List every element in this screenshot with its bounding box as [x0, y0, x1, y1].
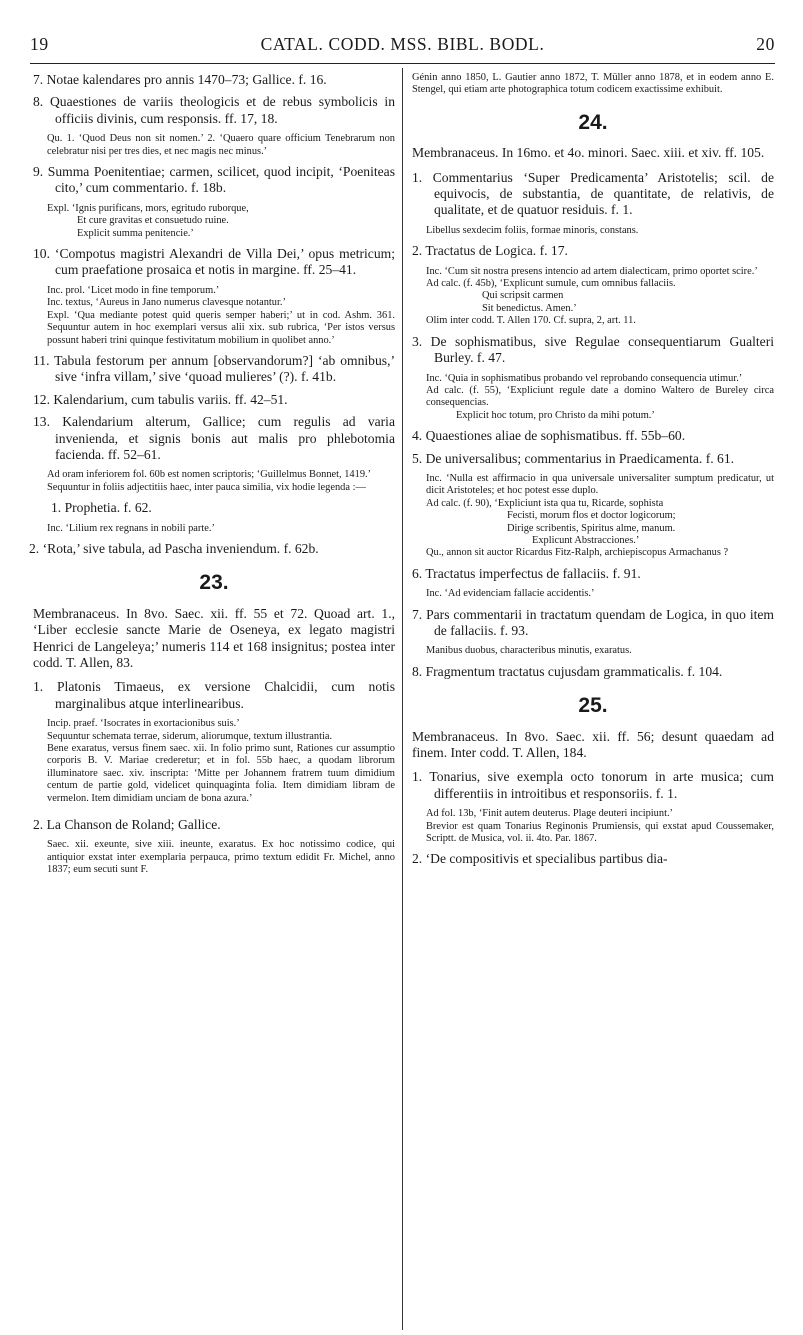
article-24-5-note-line: Fecisti, morum flos et doctor logicorum; [507, 510, 676, 522]
left-column [29, 72, 395, 883]
entry-9-note-line: Et cure gravitas et consuetudo ruine. [77, 215, 229, 227]
description-25: Membranaceus. In 8vo. Saec. xii. ff. 56; desunt quaedam ad finem. Inter codd. T. Allen, 184. [412, 728, 774, 761]
entry-9-note-line: Explicit summa penitencie.’ [77, 227, 194, 239]
sub-entry-1-note [33, 523, 395, 535]
article-23-1: 1. Platonis Timaeus, ex versione Chalcidii, cum notis marginalibus atque interlinearibus. [33, 679, 395, 711]
entry-8: 8. Quaestiones de variis theologicis et de rebus symbolicis in officiis divinis, cum responsis. ff. 17, 18. [33, 94, 395, 126]
article-24-5-note [412, 473, 774, 560]
article-24-2: 2. Tractatus de Logica. f. 17. [412, 243, 568, 259]
article-25-2: 2. ‘De compositivis et specialibus partibus dia- [412, 851, 668, 867]
page-number-right: 20 [756, 34, 775, 54]
article-23-1-note-line: Incip. praef. ‘Isocrates in exortacionibus suis.’ [47, 718, 240, 730]
entry-8-note [33, 133, 395, 158]
article-24-2-note-line: Qui scripsit carmen [482, 290, 564, 302]
article-24-5: 5. De universalibus; commentarius in Praedicamenta. f. 61. [412, 450, 735, 466]
article-25-1-note-line: Brevior est quam Tonarius Reginonis Prumiensis, qui exstat apud Coussemaker, Scriptt. de Musica, vol. ii. 4to. Par. 1867. [426, 820, 774, 845]
article-24-7-note [412, 645, 774, 657]
entry-10-note-line: Inc. textus, ‘Aureus in Jano numerus clavesque notantur.’ [47, 297, 286, 309]
article-23-2-note-text: Saec. xii. exeunte, sive xiii. ineunte, exaratus. Ex hoc notissimo codice, qui antiquior exstat inter exemplaria perpauca, primo textum edidit Fr. Michel, anno 1837; eum secuti sunt F. [47, 839, 395, 876]
sub-entry-1: 1. Prophetia. f. 62. [51, 500, 152, 516]
description-23: Membranaceus. In 8vo. Saec. xii. ff. 55 et 72. Quoad art. 1., ‘Liber ecclesie sancte Marie de Oseneya, ex legato magistri Henrici de Langeleya;’ numeris 114 et 168 insignitus; postea inter codd. T. Allen, 83. [33, 605, 395, 670]
article-24-7: 7. Pars commentarii in tractatum quendam de Logica, in quo item de fallaciis. f. 93. [412, 606, 774, 638]
continuation-note [412, 72, 774, 97]
article-24-5-note-line: Explicunt Abstracciones.’ [532, 534, 640, 546]
sub-entry-2: 2. ‘Rota,’ sive tabula, ad Pascha inveniendum. f. 62b. [29, 540, 319, 556]
header-rule [30, 63, 775, 64]
article-24-1: 1. Commentarius ‘Super Predicamenta’ Aristotelis; scil. de equivocis, de substantia, de quantitate, de relativis, de qualitate, et de quatuor residuis. f. 1. [412, 169, 774, 218]
article-24-2-note [412, 266, 774, 328]
entry-13-note [33, 469, 395, 494]
article-24-6: 6. Tractatus imperfectus de fallaciis. f. 91. [412, 565, 641, 581]
entry-8-note-text: Qu. 1. ‘Quod Deus non sit nomen.’ 2. ‘Quaero quare officium Tenebrarum non celebratur nisi per tres dies, et nec magis nec minus.’ [47, 133, 395, 157]
article-24-5-note-line: Ad calc. (f. 90), ‘Expliciunt ista qua tu, Ricarde, sophista [426, 497, 664, 509]
article-24-6-note-text: Inc. ‘Ad evidenciam fallacie accidentis.’ [426, 588, 595, 600]
article-25-1-note-line: Ad fol. 13b, ‘Finit autem deuterus. Plage deuteri incipiunt.’ [426, 808, 674, 820]
section-number-24: 24. [578, 110, 608, 134]
article-25-1-note [412, 808, 774, 845]
article-24-2-note-line: Olim inter codd. T. Allen 170. Cf. supra, 2, art. 11. [426, 315, 636, 327]
article-25-1: 1. Tonarius, sive exempla octo tonorum in arte musica; cum differentiis in introitibus et responsoriis. f. 1. [412, 769, 774, 801]
entry-11: 11. Tabula festorum per annum [observandorum?] ‘ab omnibus,’ sive ‘infra villam,’ sive ‘quoad mulieres’ (?). f. 41b. [33, 352, 395, 385]
section-number-23: 23. [199, 571, 229, 595]
entry-10-note-line: Inc. prol. ‘Licet modo in fine temporum.’ [47, 284, 220, 296]
article-24-3-note-line: Inc. ‘Quia in sophismatibus probando vel reprobando consequencia utimur.’ [426, 372, 743, 384]
article-23-2-note [33, 839, 395, 876]
entry-13-note-line: Sequuntur in foliis adjectitiis haec, inter pauca similia, vix hodie legenda :— [47, 481, 366, 493]
article-23-1-note [33, 718, 395, 805]
article-24-1-note [412, 225, 774, 237]
article-24-8: 8. Fragmentum tractatus cujusdam grammaticalis. f. 104. [412, 663, 723, 679]
entry-10-note-line: Expl. ‘Qua mediante potest quid queris semper haberi;’ ut in cod. Ashm. 361. Sequuntur autem in hoc exemplari versus alii xix. sub rubrica, ‘Per istos versus possunt haberi trini quinque festivitatum mobilium in quolibet anno.’ [47, 309, 395, 346]
column-divider [402, 68, 403, 1330]
article-24-3: 3. De sophismatibus, sive Regulae consequentiarum Gualteri Burley. f. 47. [412, 333, 774, 366]
article-24-1-note-text: Libellus sexdecim foliis, formae minoris, constans. [426, 224, 639, 236]
entry-13-note-line: Ad oram inferiorem fol. 60b est nomen scriptoris; ‘Guillelmus Bonnet, 1419.’ [47, 469, 372, 481]
entry-10: 10. ‘Compotus magistri Alexandri de Villa Dei,’ opus metricum; cum praefatione prosaica et notis in margine. ff. 25–41. [33, 246, 395, 278]
article-24-4: 4. Quaestiones aliae de sophismatibus. ff. 55b–60. [412, 428, 686, 444]
article-24-5-note-line: Dirige scribentis, Spiritus alme, manum. [507, 522, 676, 534]
running-title: CATAL. CODD. MSS. BIBL. BODL. [260, 34, 545, 54]
entry-13: 13. Kalendarium alterum, Gallice; cum regulis ad varia invenienda, et signis bonis aut malis pro phlebotomia facienda. ff. 52–61. [33, 414, 395, 462]
sub-entry-1-note-text: Inc. ‘Lilium rex regnans in nobili parte.’ [47, 522, 215, 534]
right-column [412, 72, 774, 874]
description-24: Membranaceus. In 16mo. et 4o. minori. Saec. xiii. et xiv. ff. 105. [412, 145, 765, 161]
article-24-5-note-line: Qu., annon sit auctor Ricardus Fitz-Ralph, archiepiscopus Armachanus ? [426, 547, 729, 559]
article-24-2-note-line: Sit benedictus. Amen.’ [482, 302, 577, 314]
section-number-25: 25. [578, 694, 608, 718]
entry-9-note-line: Expl. ‘Ignis purificans, mors, egritudo ruborque, [47, 202, 249, 214]
article-23-2: 2. La Chanson de Roland; Gallice. [33, 817, 221, 833]
article-23-1-note-line: Sequuntur schemata terrae, siderum, aliorumque, textum illustrantia. [47, 730, 333, 742]
article-23-1-note-line: Bene exaratus, versus finem saec. xii. In folio primo sunt, Rationes cur assumptio corporis B. V. Mariae crederetur; et in fol. 55b haec, a quodam librorum illuminatore saec. xiv. inscripta: ‘Mitte per Johannem fratrem tuum dimidium centum de partie gold, videlicet quinquaginta folia. Item dimidiam libram de vermelon. Item dimidiam unciam de bona azura.’ [47, 743, 395, 804]
article-24-2-note-line: Inc. ‘Cum sit nostra presens intencio ad artem dialecticam, primo oportet scire.’ [426, 265, 758, 277]
entry-7: 7. Notae kalendares pro annis 1470–73; Gallice. f. 16. [33, 72, 327, 87]
entry-12: 12. Kalendarium, cum tabulis variis. ff. 42–51. [33, 391, 288, 407]
article-24-7-note-text: Manibus duobus, characteribus minutis, exaratus. [426, 645, 632, 657]
article-24-3-note-line: Ad calc. (f. 55), ‘Expliciunt regule date a domino Waltero de Bureley circa consequencias. [426, 384, 774, 409]
running-header [30, 34, 775, 60]
entry-9-note [33, 203, 395, 240]
article-24-3-note [412, 373, 774, 423]
page-number-left: 19 [30, 34, 49, 54]
entry-9: 9. Summa Poenitentiae; carmen, scilicet, quod incipit, ‘Poeniteas cito,’ cum commentario. f. 18b. [33, 164, 395, 196]
entry-10-note [33, 285, 395, 347]
article-24-2-note-line: Ad calc. (f. 45b), ‘Explicunt sumule, cum omnibus fallaciis. [426, 278, 676, 290]
continuation-text: Génin anno 1850, L. Gautier anno 1872, T. Müller anno 1878, et in eodem anno E. Stengel, qui etiam arte photographica totum codicem exactissime exhibuit. [412, 72, 774, 96]
article-24-3-note-line: Explicit hoc totum, pro Christo da mihi potum.’ [456, 409, 655, 421]
article-24-6-note [412, 588, 774, 600]
article-24-5-note-line: Inc. ‘Nulla est affirmacio in qua universale universaliter sumptum predicatur, ut dicit Aristoteles; et hoc potest esse duplo. [426, 472, 774, 497]
